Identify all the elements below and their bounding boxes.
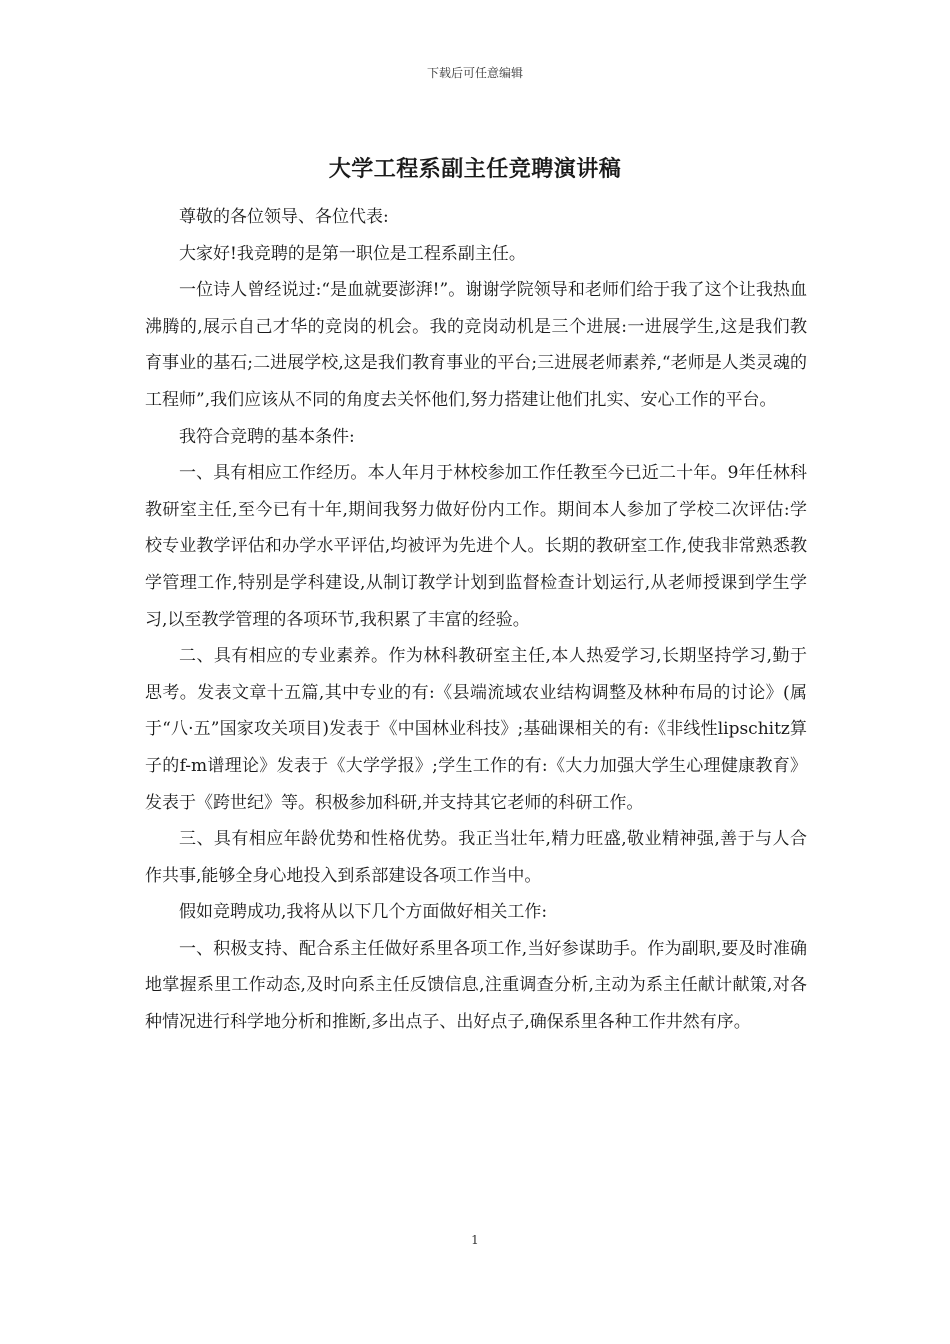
header-note: 下载后可任意编辑 [426, 66, 523, 80]
paragraph-plan-intro: 假如竞聘成功,我将从以下几个方面做好相关工作: [179, 902, 548, 923]
document-body [145, 199, 807, 1041]
page-number: 1 [471, 1233, 479, 1247]
paragraph-conditions-intro: 我符合竞聘的基本条件: [179, 426, 355, 447]
paragraph-motivation: 一位诗人曾经说过:“是血就要澎湃!”。谢谢学院领导和老师们给于我了这个让我热血沸腾的,展示自己才华的竞岗的机会。我的竞岗动机是三个进展:一进展学生,这是我们教育事业的基石;二进展学校,这是我们教育事业的平台;三进展老师素养,“老师是人类灵魂的工程师”,我们应该从不同的角度去关怀他们,努力搭建让他们扎实、安心工作的平台。 [145, 280, 807, 410]
paragraph-condition-experience: 一、具有相应工作经历。本人年月于林校参加工作任教至今已近二十年。9年任林科教研室主任,至今已有十年,期间我努力做好份内工作。期间本人参加了学校二次评估:学校专业教学评估和办学水平评估,均被评为先进个人。长期的教研室工作,使我非常熟悉教学管理工作,特别是学科建设,从制订教学计划到监督检查计划运行,从老师授课到学生学习,以至教学管理的各项环节,我积累了丰富的经验。 [145, 463, 807, 630]
paragraph-plan-support: 一、积极支持、配合系主任做好系里各项工作,当好参谋助手。作为副职,要及时准确地掌握系里工作动态,及时向系主任反馈信息,注重调查分析,主动为系主任献计献策,对各种情况进行科学地分析和推断,多出点子、出好点子,确保系里各种工作井然有序。 [145, 938, 807, 1033]
document-title: 大学工程系副主任竞聘演讲稿 [328, 156, 622, 182]
paragraph-salutation: 尊敬的各位领导、各位代表: [179, 207, 389, 227]
paragraph-condition-age: 三、具有相应年龄优势和性格优势。我正当壮年,精力旺盛,敬业精神强,善于与人合作共事,能够全身心地投入到系部建设各项工作当中。 [145, 829, 807, 886]
paragraph-condition-professional: 二、具有相应的专业素养。作为林科教研室主任,本人热爱学习,长期坚持学习,勤于思考。发表文章十五篇,其中专业的有:《县端流域农业结构调整及林种布局的讨论》(属于“八·五”国家攻关项目)发表于《中国林业科技》;基础课相关的有:《非线性lipschitz算子的f-m谱理论》发表于《大学学报》;学生工作的有:《大力加强大学生心理健康教育》发表于《跨世纪》等。积极参加科研,并支持其它老师的科研工作。 [145, 646, 807, 813]
paragraph-greeting: 大家好!我竞聘的是第一职位是工程系副主任。 [179, 243, 526, 264]
